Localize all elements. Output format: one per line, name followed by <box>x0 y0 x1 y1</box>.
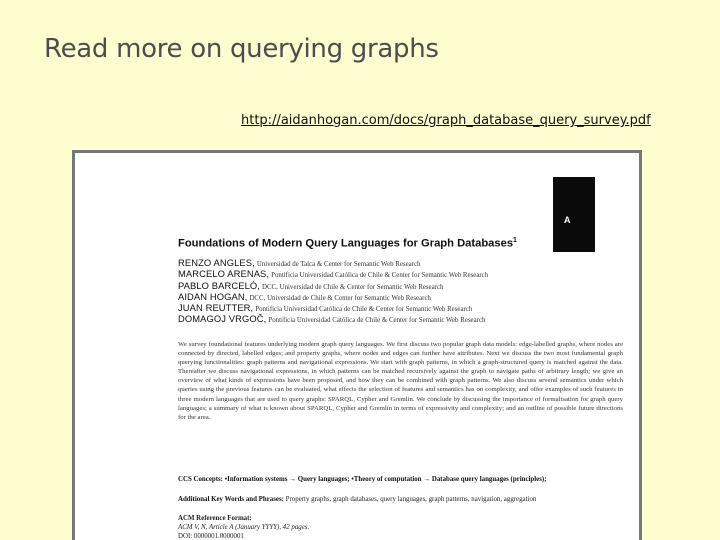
author-affiliation: DCC, Universidad de Chile & Center for Semantic Web Research <box>261 283 444 291</box>
author-name: AIDAN HOGAN, <box>178 290 248 302</box>
ccs-label: CCS Concepts: <box>178 476 223 483</box>
author-affiliation: Universidad de Talca & Center for Semantic Web Research <box>256 261 421 268</box>
author-line <box>178 313 618 324</box>
acm-reference-label: ACM Reference Format: <box>178 515 252 522</box>
article-badge <box>553 177 595 252</box>
author-name: PABLO BARCELÓ, <box>178 279 260 291</box>
author-name: JUAN REUTTER, <box>178 302 254 314</box>
author-line <box>178 268 618 279</box>
paper-title-footnote-mark: 1 <box>513 237 517 244</box>
paper-title <box>178 237 517 250</box>
author-name: DOMAGOJ VRGOČ, <box>178 313 267 325</box>
author-list <box>178 257 618 325</box>
author-line <box>178 257 618 268</box>
article-badge-letter: A <box>564 215 571 225</box>
paper-preview <box>72 150 642 540</box>
paper-title-text: Foundations of Modern Query Languages for Graph Databases <box>178 237 514 250</box>
acm-reference-line: ACM V, N, Article A (January YYYY), 42 pages. <box>178 523 310 531</box>
author-affiliation: Pontificia Universidad Católica de Chile & Center for Semantic Web Research <box>255 306 473 314</box>
slide-title: Read more on querying graphs <box>44 34 439 64</box>
doi-line: DOI: 0000001.0000001 <box>178 532 244 540</box>
author-affiliation: Pontificia Universidad Católica de Chile & Center for Semantic Web Research <box>271 272 489 280</box>
author-affiliation: Pontificia Universidad Católica de Chile & Center for Semantic Web Research <box>268 317 486 325</box>
survey-pdf-link[interactable]: http://aidanhogan.com/docs/graph_database_query_survey.pdf <box>241 113 651 128</box>
author-line <box>178 280 618 291</box>
ccs-text: •Information systems → Query languages; •Theory of computation → Database query languages (principles); <box>224 476 547 483</box>
ccs-concepts <box>178 475 623 484</box>
author-line <box>178 291 618 302</box>
paper-abstract: We survey foundational features underlying modern graph query languages. We first discuss two popular graph data models: edge-labelled graphs, where nodes are connected by directed, labelled edges; and property graphs, where nodes and edges can further have attributes. Next we discuss the two most fundamental graph querying functionalities: graph patterns and navigational expressions. We start with graph patterns, in which a graph-structured query is matched against the data. Thereafter we discuss navigational expressions, in which patterns can be matched recursively against the graph to navigate paths of arbitrary length; we give an overview of what kinds of expressions have been proposed, and how they can be combined with graph patterns. We also discuss several semantics under which queries using the previous features can be evaluated, what effects the selection of features and semantics has on complexity, and offer examples of such features in three modern languages that are used to query graphs: SPARQL, Cypher and Gremlin. We conclude by discussing the importance of formalisation for graph query languages; a summary of what is known about SPARQL, Cypher and Gremlin in terms of expressivity and complexity; and an outline of possible future directions for the area. <box>178 341 623 421</box>
author-name: MARCELO ARENAS, <box>178 268 270 280</box>
keywords <box>178 495 623 504</box>
keywords-text: Property graphs, graph databases, query languages, graph patterns, navigation, aggregation <box>285 496 537 503</box>
author-line <box>178 302 618 313</box>
author-affiliation: DCC, Universidad de Chile & Center for Semantic Web Research <box>249 294 431 302</box>
author-name: RENZO ANGLES, <box>178 257 255 268</box>
keywords-label: Additional Key Words and Phrases: <box>178 496 284 503</box>
acm-reference <box>178 515 623 540</box>
